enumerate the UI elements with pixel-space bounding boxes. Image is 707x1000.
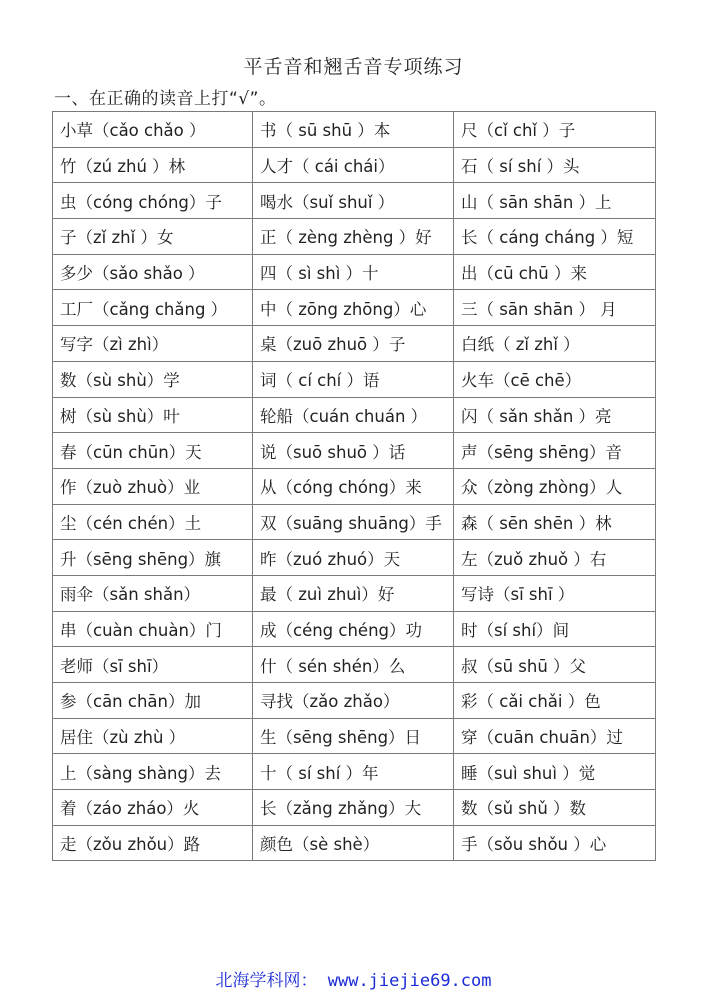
exercise-item[interactable]: 长（ cáng cháng ）短 (454, 219, 656, 255)
exercise-item[interactable]: 居住（zù zhù ） (53, 718, 253, 754)
exercise-item[interactable]: 春（cūn chūn）天 (53, 433, 253, 469)
table-row (53, 183, 656, 219)
exercise-item[interactable]: 写字（zì zhì） (53, 326, 253, 362)
exercise-item[interactable]: 四（ sì shì ）十 (253, 254, 454, 290)
exercise-item[interactable]: 出（cū chū ）来 (454, 254, 656, 290)
table-row (53, 683, 656, 719)
exercise-item[interactable]: 山（ sān shān ）上 (454, 183, 656, 219)
exercise-item[interactable]: 作（zuò zhuò）业 (53, 468, 253, 504)
exercise-item[interactable]: 长（zǎng zhǎng）大 (253, 790, 454, 826)
exercise-item[interactable]: 老师（sī shī） (53, 647, 253, 683)
exercise-item[interactable]: 双（suāng shuāng）手 (253, 504, 454, 540)
table-row (53, 112, 656, 148)
exercise-item[interactable]: 寻找（zǎo zhǎo） (253, 683, 454, 719)
exercise-item[interactable]: 小草（cǎo chǎo ） (53, 112, 253, 148)
exercise-item[interactable]: 着（záo zháo）火 (53, 790, 253, 826)
table-row (53, 647, 656, 683)
exercise-item[interactable]: 虫（cóng chóng）子 (53, 183, 253, 219)
table-row (53, 254, 656, 290)
page-title: 平舌音和翘舌音专项练习 (243, 56, 464, 78)
exercise-item[interactable]: 喝水（suǐ shuǐ ） (253, 183, 454, 219)
table-row (53, 754, 656, 790)
exercise-item[interactable]: 参（cān chān）加 (53, 683, 253, 719)
exercise-item[interactable]: 桌（zuō zhuō ）子 (253, 326, 454, 362)
exercise-item[interactable]: 众（zòng zhòng）人 (454, 468, 656, 504)
table-row (53, 361, 656, 397)
exercise-item[interactable]: 穿（cuān chuān）过 (454, 718, 656, 754)
exercise-item[interactable]: 声（sēng shēng）音 (454, 433, 656, 469)
table-row (53, 433, 656, 469)
exercise-item[interactable]: 数（sù shù）学 (53, 361, 253, 397)
exercise-item[interactable]: 竹（zú zhú ）林 (53, 147, 253, 183)
exercise-item[interactable]: 子（zǐ zhǐ ）女 (53, 219, 253, 255)
footer-watermark: 北海学科网： www.jiejie69.com (215, 971, 492, 991)
exercise-item[interactable]: 彩（ cǎi chǎi ）色 (454, 683, 656, 719)
exercise-item[interactable]: 尘（cén chén）土 (53, 504, 253, 540)
exercise-item[interactable]: 森（ sēn shēn ）林 (454, 504, 656, 540)
exercise-item[interactable]: 石（ sí shí ）头 (454, 147, 656, 183)
exercise-item[interactable]: 升（sēng shēng）旗 (53, 540, 253, 576)
table-row (53, 540, 656, 576)
table-row (53, 290, 656, 326)
table-row (53, 718, 656, 754)
instruction-text: 一、在正确的读音上打“√”。 (54, 89, 277, 109)
exercise-item[interactable]: 走（zǒu zhǒu）路 (53, 825, 253, 861)
exercise-item[interactable]: 左（zuǒ zhuǒ ）右 (454, 540, 656, 576)
exercise-item[interactable]: 轮船（cuán chuán ） (253, 397, 454, 433)
exercise-item[interactable]: 正（ zèng zhèng ）好 (253, 219, 454, 255)
table-row (53, 147, 656, 183)
table-row (53, 611, 656, 647)
exercise-item[interactable]: 中（ zōng zhōng）心 (253, 290, 454, 326)
exercise-item[interactable]: 最（ zuì zhuì）好 (253, 575, 454, 611)
exercise-item[interactable]: 十（ sí shí ）年 (253, 754, 454, 790)
table-row (53, 790, 656, 826)
exercise-item[interactable]: 三（ sān shān ） 月 (454, 290, 656, 326)
exercise-item[interactable]: 人才（ cái chái） (253, 147, 454, 183)
exercise-item[interactable]: 雨伞（sǎn shǎn） (53, 575, 253, 611)
exercise-item[interactable]: 说（suō shuō ）话 (253, 433, 454, 469)
exercise-item[interactable]: 串（cuàn chuàn）门 (53, 611, 253, 647)
exercise-item[interactable]: 白纸（ zǐ zhǐ ） (454, 326, 656, 362)
table-row (53, 825, 656, 861)
table-row (53, 397, 656, 433)
exercise-item[interactable]: 昨（zuó zhuó）天 (253, 540, 454, 576)
exercise-item[interactable]: 成（céng chéng）功 (253, 611, 454, 647)
table-row (53, 219, 656, 255)
exercise-item[interactable]: 书（ sū shū ）本 (253, 112, 454, 148)
exercise-item[interactable]: 时（sí shí）间 (454, 611, 656, 647)
table-row (53, 504, 656, 540)
exercise-item[interactable]: 多少（sǎo shǎo ） (53, 254, 253, 290)
exercise-item[interactable]: 什（ sén shén）么 (253, 647, 454, 683)
exercise-item[interactable]: 闪（ sǎn shǎn ）亮 (454, 397, 656, 433)
exercise-item[interactable]: 树（sù shù）叶 (53, 397, 253, 433)
exercise-item[interactable]: 手（sǒu shǒu ）心 (454, 825, 656, 861)
exercise-item[interactable]: 生（sēng shēng）日 (253, 718, 454, 754)
exercise-item[interactable]: 上（sàng shàng）去 (53, 754, 253, 790)
pinyin-exercise-table (52, 111, 656, 861)
table-row (53, 468, 656, 504)
exercise-item[interactable]: 叔（sū shū ）父 (454, 647, 656, 683)
exercise-item[interactable]: 火车（cē chē） (454, 361, 656, 397)
table-row (53, 575, 656, 611)
exercise-item[interactable]: 尺（cǐ chǐ ）子 (454, 112, 656, 148)
exercise-item[interactable]: 从（cóng chóng）来 (253, 468, 454, 504)
table-row (53, 326, 656, 362)
exercise-item[interactable]: 睡（suì shuì ）觉 (454, 754, 656, 790)
exercise-item[interactable]: 词（ cí chí ）语 (253, 361, 454, 397)
exercise-item[interactable]: 数（sǔ shǔ ）数 (454, 790, 656, 826)
exercise-item[interactable]: 颜色（sè shè） (253, 825, 454, 861)
exercise-item[interactable]: 工厂（cǎng chǎng ） (53, 290, 253, 326)
exercise-item[interactable]: 写诗（sī shī ） (454, 575, 656, 611)
